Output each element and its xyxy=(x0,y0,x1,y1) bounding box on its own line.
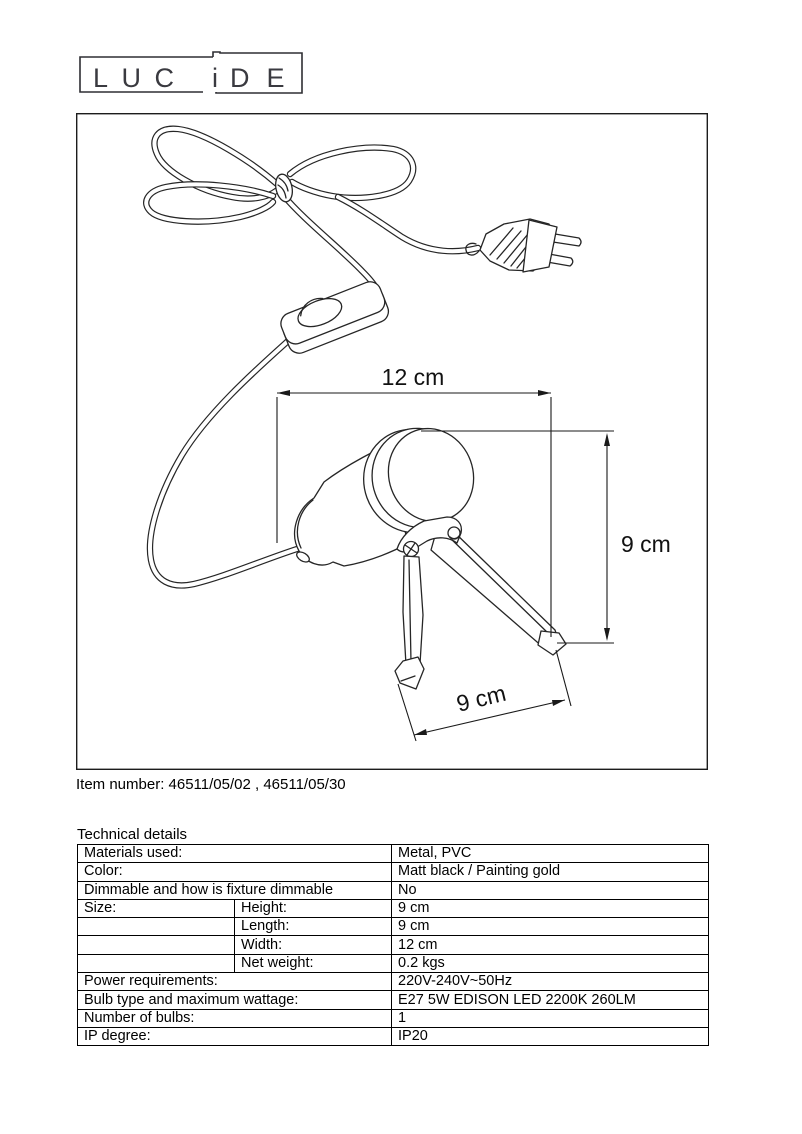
spec-value: No xyxy=(392,881,709,899)
lamp-leg-rear xyxy=(431,529,566,655)
spec-table xyxy=(77,844,709,1046)
spec-table-wrap xyxy=(77,844,709,1046)
power-plug xyxy=(466,219,581,272)
spec-label: Color: xyxy=(78,863,392,881)
spec-value: 220V-240V~50Hz xyxy=(392,973,709,991)
item-number: Item number: 46511/05/02 , 46511/05/30 xyxy=(76,776,346,793)
spec-value: E27 5W EDISON LED 2200K 260LM xyxy=(392,991,709,1009)
spec-label xyxy=(78,918,235,936)
table-row xyxy=(78,899,709,917)
inline-switch xyxy=(276,275,391,356)
width-dim-label: 12 cm xyxy=(381,364,445,390)
spec-value: 9 cm xyxy=(392,918,709,936)
spec-value: IP20 xyxy=(392,1027,709,1045)
spec-sublabel: Width: xyxy=(235,936,392,954)
pivot-knob xyxy=(448,527,460,539)
spec-label: Dimmable and how is fixture dimmable xyxy=(78,881,392,899)
spec-label: Bulb type and maximum wattage: xyxy=(78,991,392,1009)
lamp-leg-front xyxy=(395,556,424,689)
spec-label xyxy=(78,936,235,954)
spec-label: Size: xyxy=(78,899,235,917)
table-row xyxy=(78,845,709,863)
table-row xyxy=(78,918,709,936)
spec-label: Power requirements: xyxy=(78,973,392,991)
spec-value: Matt black / Painting gold xyxy=(392,863,709,881)
tech-details-title: Technical details xyxy=(77,826,188,843)
bracket-screw xyxy=(404,542,419,557)
spec-value: 12 cm xyxy=(392,936,709,954)
depth-dim-label: 9 cm xyxy=(453,679,509,717)
spotlight-lamp xyxy=(295,415,566,689)
lucide-logo xyxy=(79,51,305,97)
table-row xyxy=(78,954,709,972)
table-row xyxy=(78,991,709,1009)
spec-label: Materials used: xyxy=(78,845,392,863)
spec-value: Metal, PVC xyxy=(392,845,709,863)
spec-sublabel: Height: xyxy=(235,899,392,917)
spec-value: 0.2 kgs xyxy=(392,954,709,972)
dimension-depth xyxy=(398,650,571,741)
logo-letters-de: DE xyxy=(230,63,302,93)
table-row xyxy=(78,973,709,991)
table-row xyxy=(78,936,709,954)
plug-pin-top xyxy=(553,234,581,246)
logo-letter-i: i xyxy=(212,63,218,93)
table-row xyxy=(78,1027,709,1045)
table-row xyxy=(78,1009,709,1027)
logo-letters-luc: LUC xyxy=(93,63,188,93)
plug-pin-plate xyxy=(523,220,557,272)
spec-label: IP degree: xyxy=(78,1027,392,1045)
height-dim-label: 9 cm xyxy=(621,531,671,557)
table-row xyxy=(78,863,709,881)
spec-label xyxy=(78,954,235,972)
spec-sublabel: Net weight: xyxy=(235,954,392,972)
technical-drawing xyxy=(76,113,708,770)
spec-value: 9 cm xyxy=(392,899,709,917)
table-row xyxy=(78,881,709,899)
spec-label: Number of bulbs: xyxy=(78,1009,392,1027)
cord-knot xyxy=(273,173,294,204)
spec-sublabel: Length: xyxy=(235,918,392,936)
spec-value: 1 xyxy=(392,1009,709,1027)
lamp-foot-front xyxy=(395,657,424,689)
